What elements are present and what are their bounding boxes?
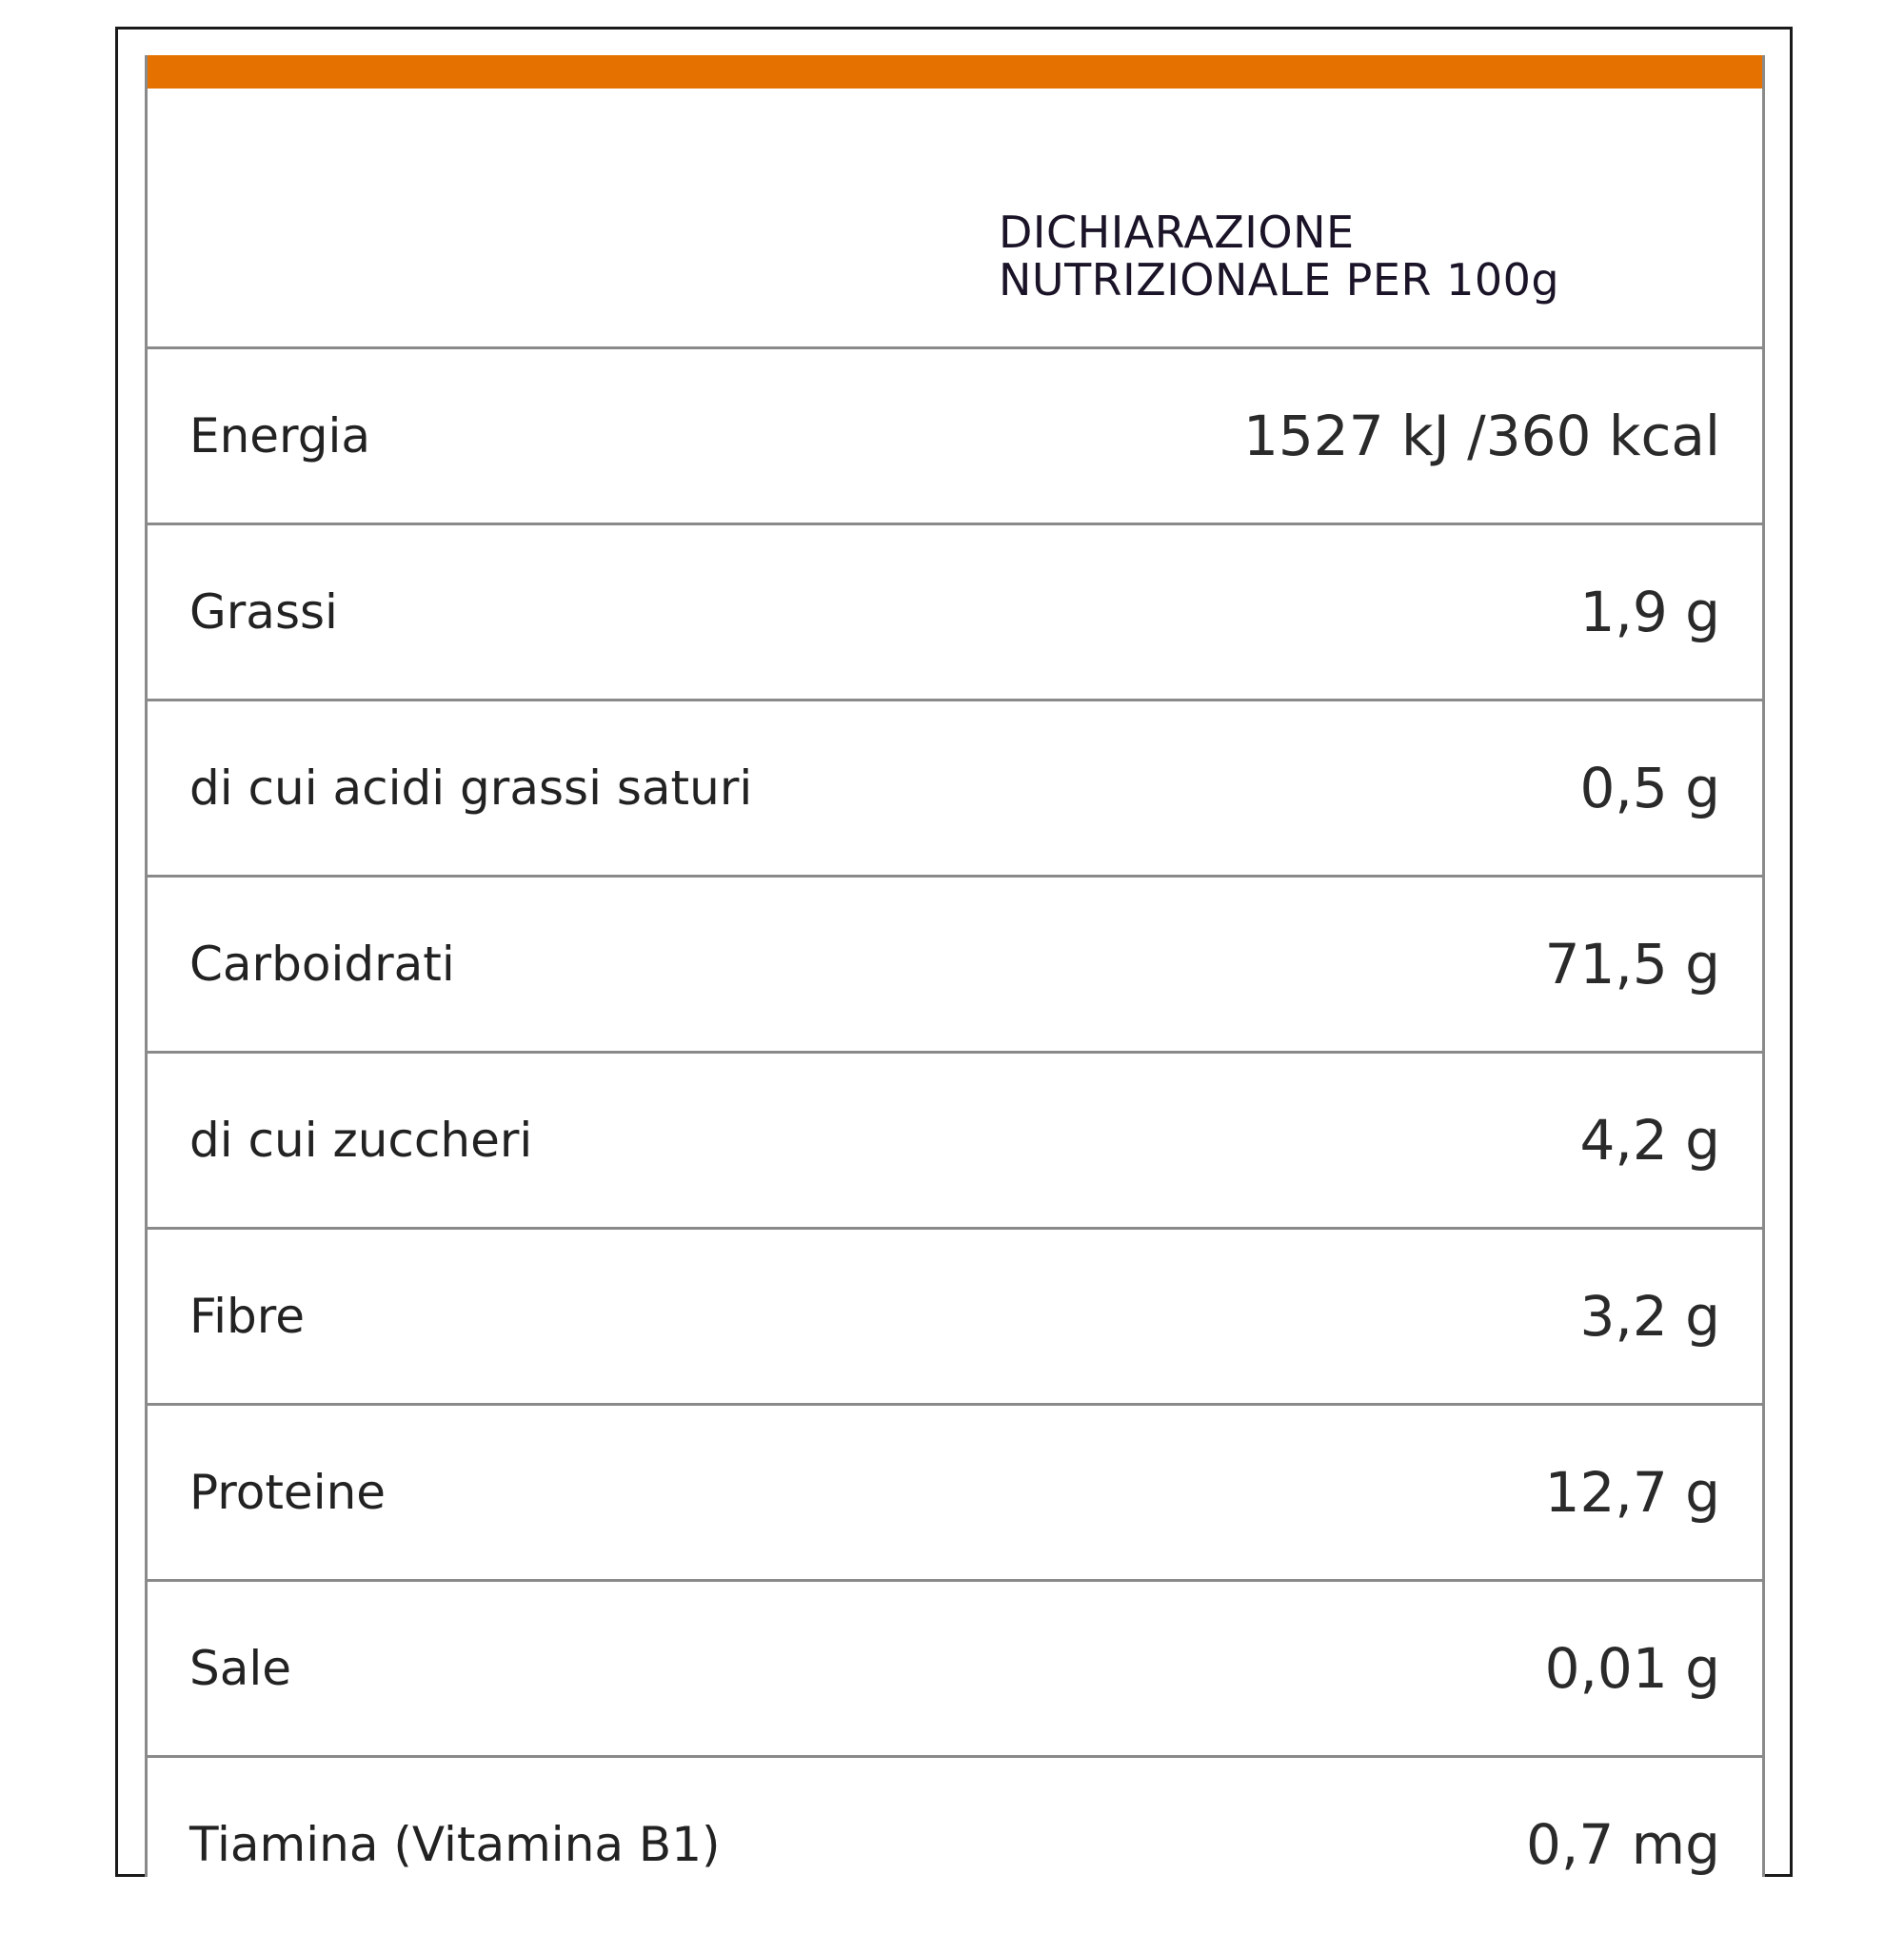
row-label: Tiamina (Vitamina B1) <box>189 1817 721 1872</box>
row-value: 4,2 g <box>1579 1108 1720 1173</box>
table-row-grassi <box>148 525 1762 701</box>
row-label: Carboidrati <box>189 937 455 992</box>
row-label: Proteine <box>189 1465 387 1520</box>
accent-bar <box>148 55 1762 89</box>
table-row-carboidrati <box>148 878 1762 1054</box>
table-row-zuccheri <box>148 1054 1762 1230</box>
table-row-grassi-saturi <box>148 701 1762 878</box>
row-value: 12,7 g <box>1544 1460 1720 1525</box>
column-header <box>999 208 1665 304</box>
row-value: 1527 kJ /360 kcal <box>1243 404 1720 468</box>
row-label: di cui acidi grassi saturi <box>189 760 753 816</box>
row-label: Sale <box>189 1641 292 1696</box>
row-value: 0,5 g <box>1579 756 1720 820</box>
row-label: Energia <box>189 408 370 464</box>
table-row-tiamina <box>148 1758 1762 1934</box>
row-value: 1,9 g <box>1579 580 1720 644</box>
row-label: di cui zuccheri <box>189 1113 533 1168</box>
table-row-proteine <box>148 1406 1762 1582</box>
row-label: Grassi <box>189 584 338 640</box>
row-value: 71,5 g <box>1544 932 1720 997</box>
nutrition-table <box>145 55 1765 1877</box>
row-value: 0,7 mg <box>1526 1812 1720 1877</box>
row-label: Fibre <box>189 1289 305 1344</box>
table-row-sale <box>148 1582 1762 1758</box>
column-header-line-1: DICHIARAZIONE <box>999 207 1355 258</box>
table-body <box>148 349 1762 1934</box>
table-row-energia <box>148 349 1762 525</box>
row-value: 3,2 g <box>1579 1284 1720 1349</box>
table-header-row <box>148 89 1762 349</box>
column-header-line-2: NUTRIZIONALE PER 100g <box>999 254 1560 306</box>
row-value: 0,01 g <box>1544 1636 1720 1701</box>
table-row-fibre <box>148 1230 1762 1406</box>
